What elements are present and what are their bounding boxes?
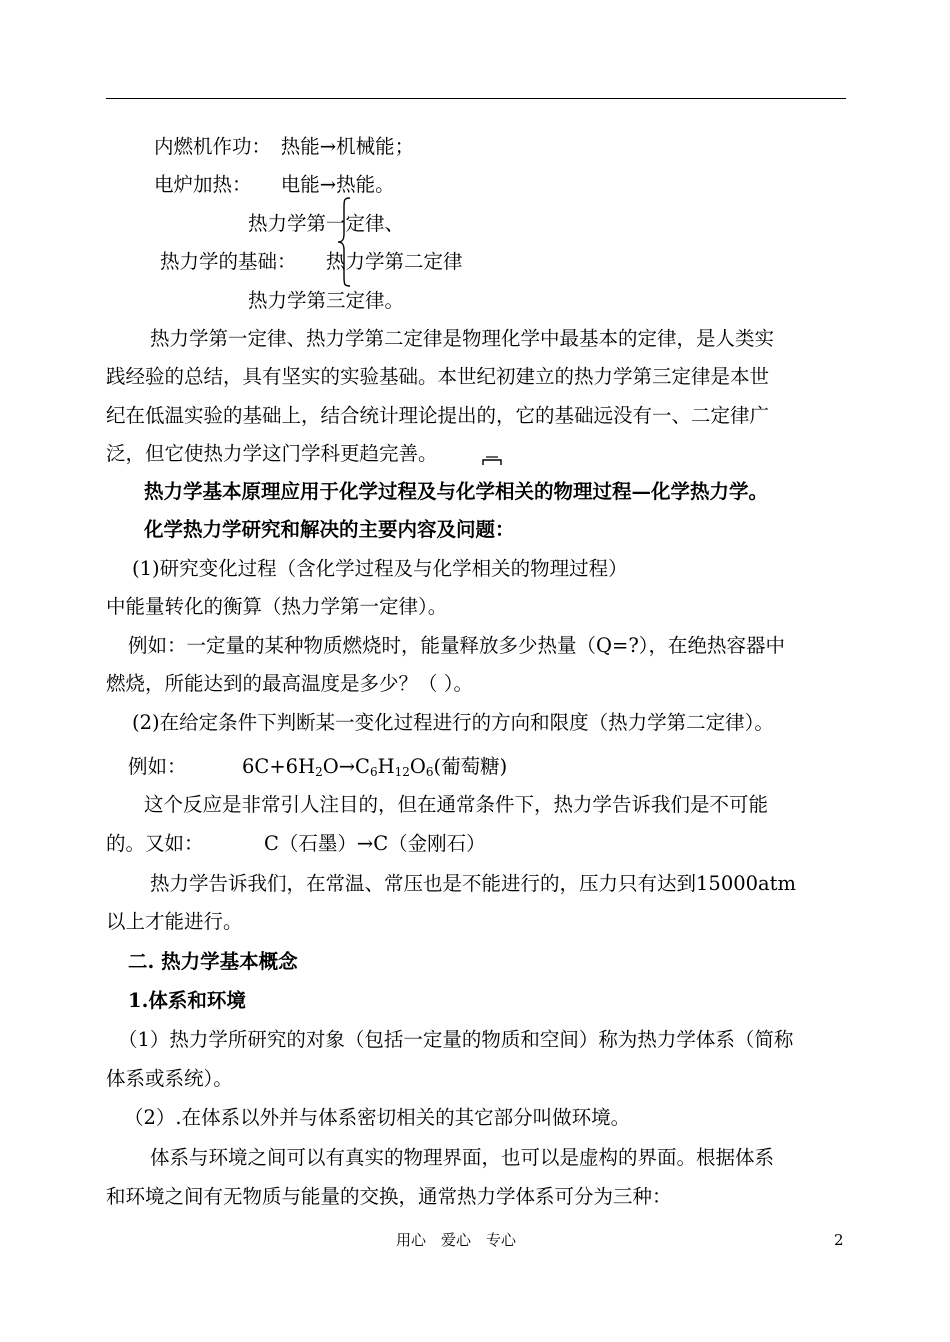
reaction-graphite: C（石墨）→C（金刚石） (264, 832, 486, 855)
page-number: 2 (834, 1231, 844, 1249)
para4-line1: 体系与环境之间可以有真实的物理界面，也可以是虚构的界面。根据体系 (150, 1146, 775, 1169)
line-stove: 电炉加热： 电能→热能。 (154, 173, 395, 196)
bold-subheading: 化学热力学研究和解决的主要内容及问题： (144, 518, 515, 541)
para4-line2: 和环境之间有无物质与能量的交换，通常热力学体系可分为三种： (106, 1185, 672, 1208)
para2-line2-prefix: 的。又如： (106, 832, 204, 855)
para1-line1: 热力学第一定律、热力学第二定律是物理化学中最基本的定律，是人类实 (150, 327, 775, 350)
section-heading: 二. 热力学基本概念 (128, 950, 298, 973)
item1-line1: (1)研究变化过程（含化学过程及与化学相关的物理过程） (132, 557, 628, 580)
item2: (2)在给定条件下判断某一变化过程进行的方向和限度（热力学第二定律）。 (132, 711, 774, 734)
footer-motto: 用心 爱心 专心 (396, 1231, 517, 1249)
para3-line2: 以上才能进行。 (106, 910, 243, 933)
law-third: 热力学第三定律。 (248, 289, 405, 312)
para1-line2: 践经验的总结，具有坚实的实验基础。本世纪初建立的热力学第三定律是本世 (106, 365, 770, 388)
anchor-mark-icon (482, 454, 502, 466)
def1-line1: （1）热力学所研究的对象（包括一定量的物质和空间）称为热力学体系（简称 (118, 1028, 794, 1051)
law-first: 热力学第一定律、 (248, 212, 405, 235)
left-brace-icon (336, 196, 354, 288)
para2-line1: 这个反应是非常引人注目的，但在通常条件下，热力学告诉我们是不可能 (144, 793, 769, 816)
para3-line1: 热力学告诉我们，在常温、常压也是不能进行的，压力只有达到15000atm (150, 872, 796, 895)
example1-line1: 例如：一定量的某种物质燃烧时，能量释放多少热量（Q=?），在绝热容器中 (128, 634, 786, 657)
def2: （2）.在体系以外并与体系密切相关的其它部分叫做环境。 (124, 1106, 631, 1129)
basis-label: 热力学的基础： (160, 250, 297, 273)
item1-line2: 中能量转化的衡算（热力学第一定律）。 (106, 595, 448, 618)
para1-line4: 泛，但它使热力学这门学科更趋完善。 (106, 442, 438, 465)
def1-line2: 体系或系统）。 (106, 1067, 233, 1090)
line-engine: 内燃机作功： 热能→机械能； (154, 135, 415, 158)
para1-line3: 纪在低温实验的基础上，结合统计理论提出的，它的基础远没有一、二定律广 (106, 404, 770, 427)
bold-definition: 热力学基本原理应用于化学过程及与化学相关的物理过程—化学热力学。 (144, 480, 769, 503)
header-rule (106, 98, 846, 99)
subsection-heading: 1.体系和环境 (128, 989, 246, 1012)
example1-line2: 燃烧，所能达到的最高温度是多少？（ ）。 (106, 672, 473, 695)
reaction-glucose: $6C+6H_2O\to C_6H_{12}O_6$(葡萄糖) (242, 755, 508, 779)
law-second: 热力学第二定律 (326, 250, 463, 273)
example2-label: 例如： (128, 755, 187, 778)
